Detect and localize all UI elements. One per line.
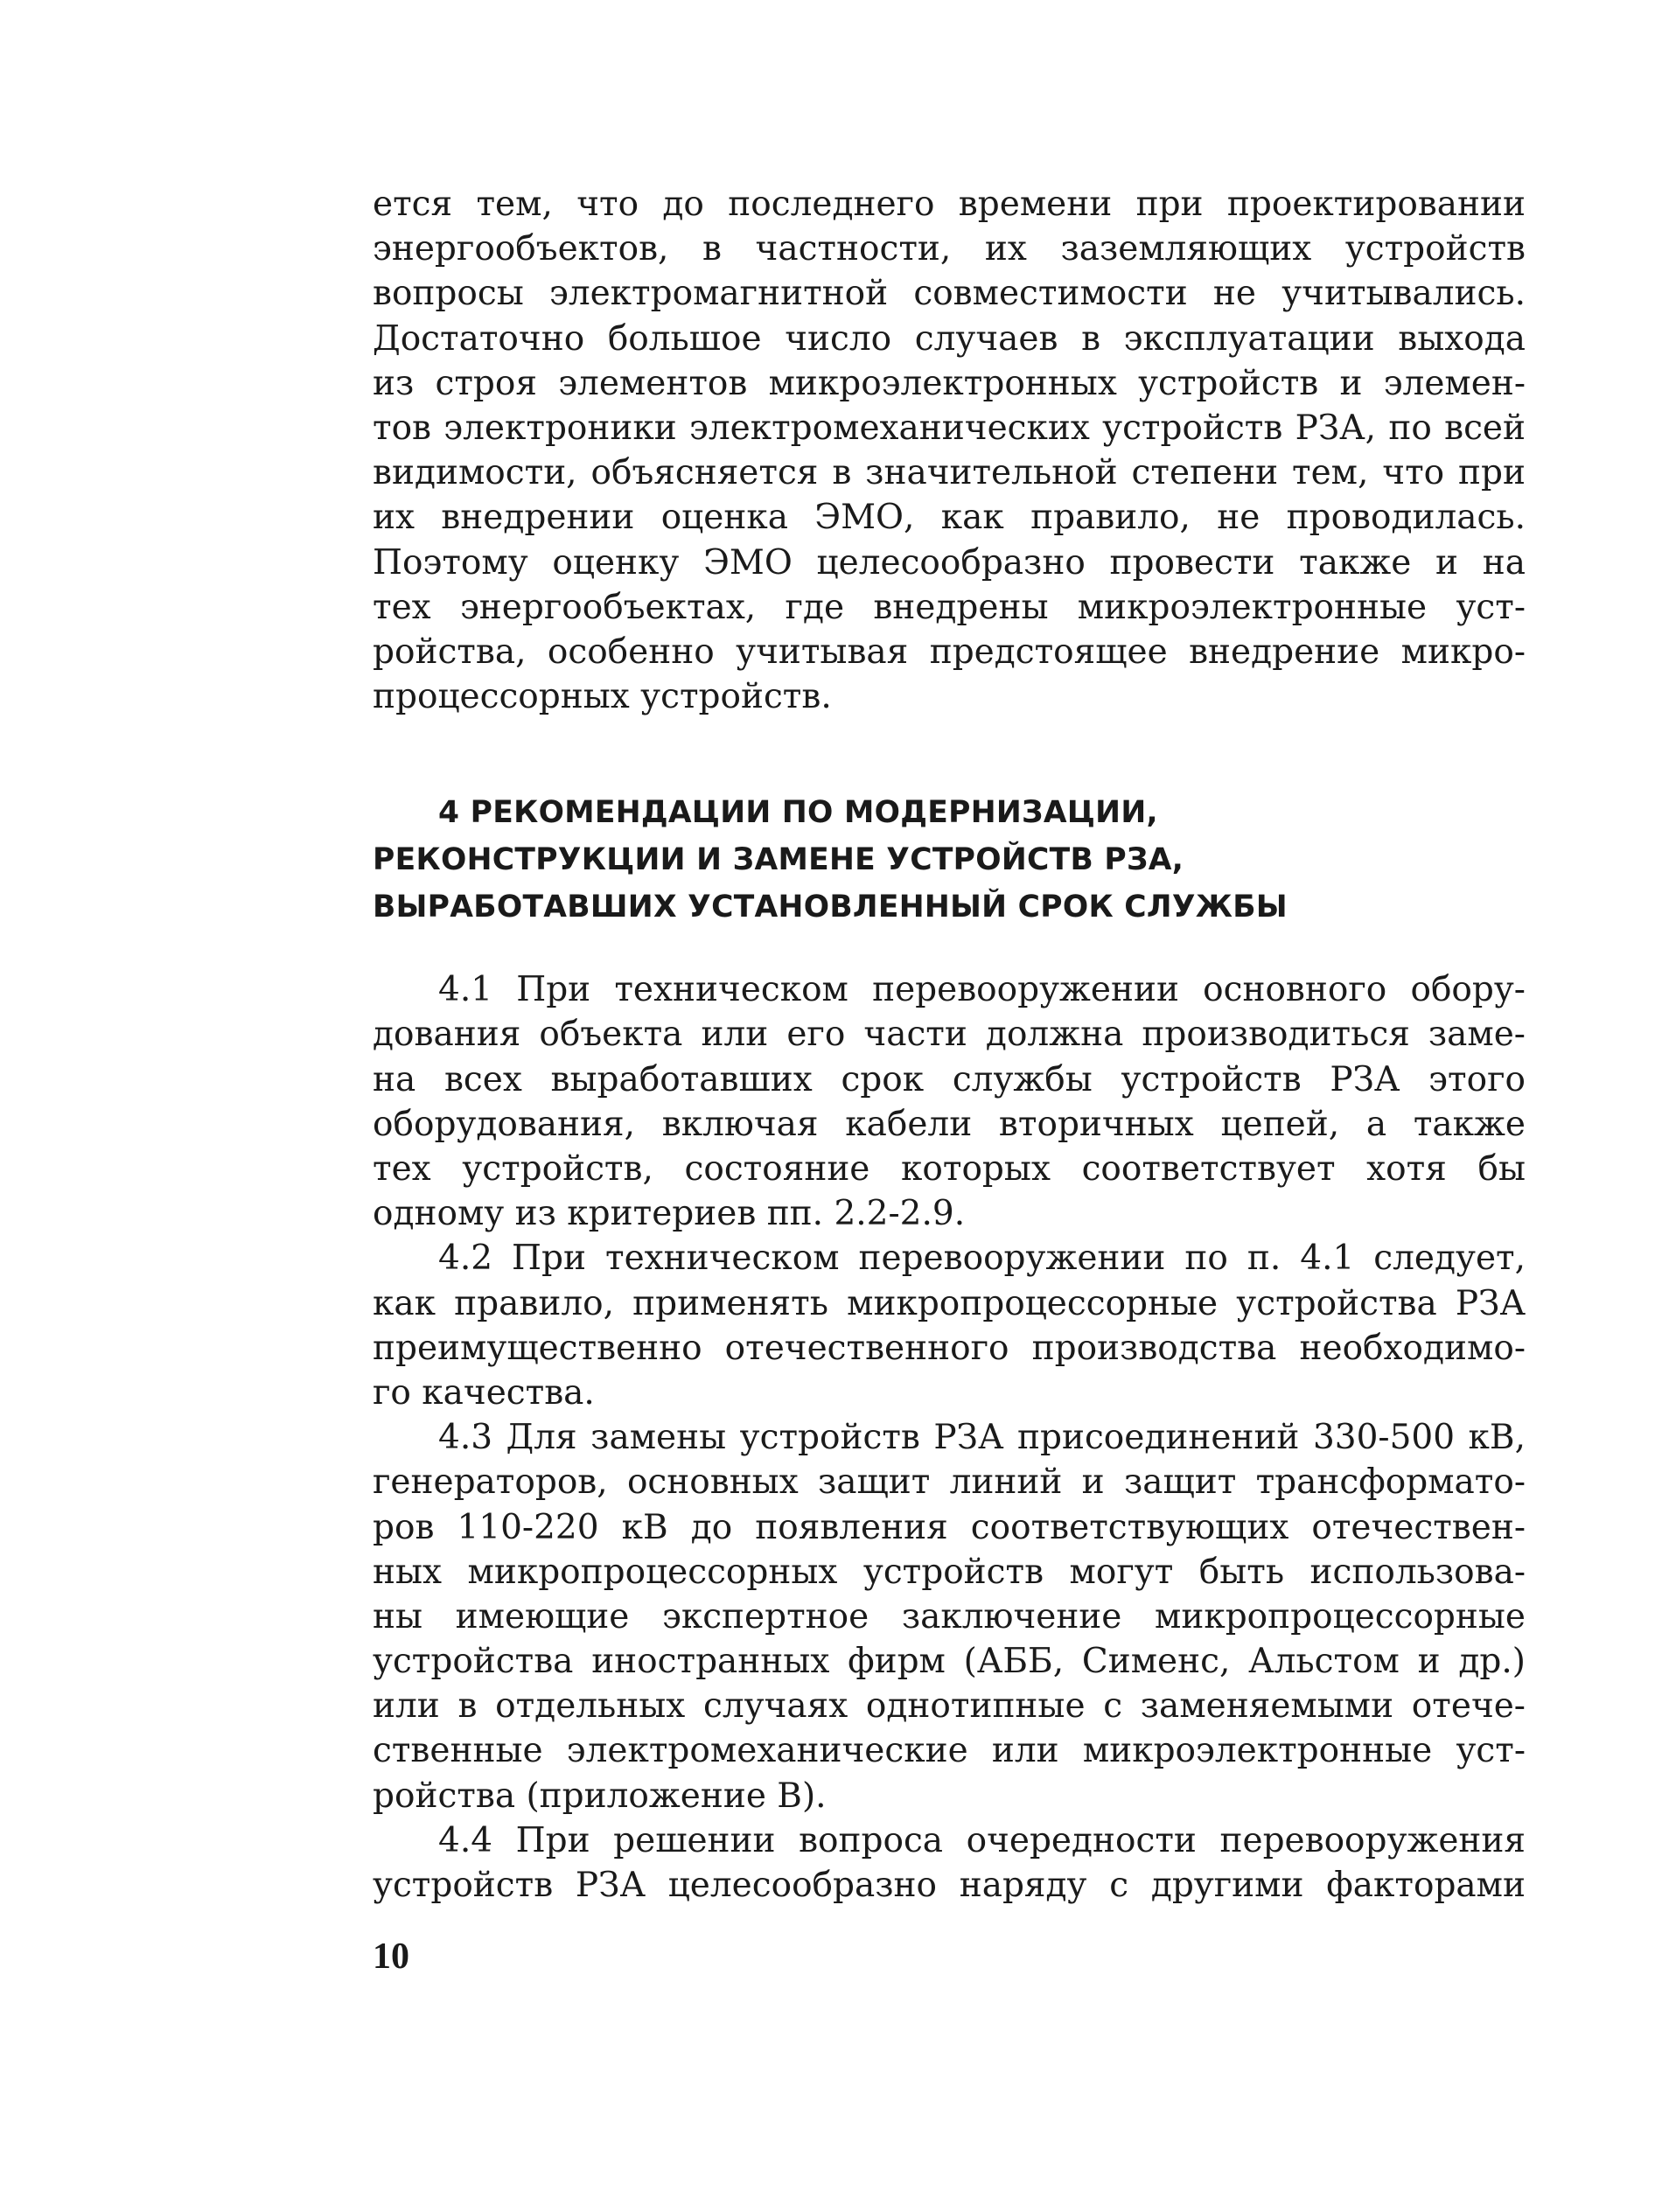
text-line: ройства, особенно учитывая предстоящее внедрение микро- [373, 632, 1526, 672]
text-line: устройств РЗА целесообразно наряду с другими факторами [373, 1866, 1526, 1905]
text-line: ны имеющие экспертное заключение микропроцессорные [373, 1596, 1526, 1636]
page-number: 10 [373, 1936, 409, 1977]
text-line: на всех выработавших срок службы устройств РЗА этого [373, 1059, 1526, 1099]
text-line: их внедрении оценка ЭМО, как правило, не проводилась. [373, 498, 1526, 538]
text-line: одному из критериев пп. 2.2-2.9. [373, 1194, 966, 1234]
text-line: тех устройств, состояние которых соответствует хотя бы [373, 1149, 1526, 1189]
text-line: тов электроники электромеханических устройств РЗА, по всей [373, 408, 1526, 448]
continuation-paragraph [373, 182, 1526, 719]
text-line: 4.1 При техническом перевооружении основного обору- [438, 970, 1526, 1010]
text-line: дования объекта или его части должна производиться заме- [373, 1015, 1526, 1055]
paragraph-4-2 [373, 1236, 1526, 1415]
text-line: ственные электромеханические или микроэлектронные уст- [373, 1731, 1526, 1771]
page-body [373, 182, 1526, 1908]
paragraph-4-3 [373, 1415, 1526, 1818]
heading-line: 4 РЕКОМЕНДАЦИИ ПО МОДЕРНИЗАЦИИ, [438, 795, 1158, 831]
text-line: 4.3 Для замены устройств РЗА присоединений 330-500 кВ, [438, 1418, 1526, 1458]
text-line: ройства (приложение В). [373, 1776, 827, 1816]
text-line: 4.2 При техническом перевооружении по п. 4.1 следует, [438, 1239, 1526, 1279]
text-line: или в отдельных случаях однотипные с заменяемыми отече- [373, 1686, 1526, 1727]
text-line: оборудования, включая кабели вторичных цепей, а также [373, 1104, 1526, 1144]
paragraph-4-1 [373, 967, 1526, 1236]
text-line: тех энергообъектах, где внедрены микроэлектронные уст- [373, 587, 1526, 627]
heading-line: ВЫРАБОТАВШИХ УСТАНОВЛЕННЫЙ СРОК СЛУЖБЫ [373, 890, 1288, 925]
text-line: ется тем, что до последнего времени при проектировании [373, 185, 1526, 224]
text-line: из строя элементов микроэлектронных устройств и элемен- [373, 363, 1526, 403]
text-line: устройства иностранных фирм (АББ, Сименс, Альстом и др.) [373, 1642, 1526, 1682]
section-heading [373, 789, 1526, 931]
paragraph-4-4 [373, 1818, 1526, 1908]
text-line: ных микропроцессорных устройств могут быть использова- [373, 1552, 1526, 1592]
text-line: преимущественно отечественного производства необходимо- [373, 1328, 1526, 1368]
text-line: генераторов, основных защит линий и защит трансформато- [373, 1462, 1526, 1503]
text-line: ров 110-220 кВ до появления соответствующих отечествен- [373, 1507, 1526, 1547]
text-line: энергообъектов, в частности, их заземляющих устройств [373, 229, 1526, 269]
text-line: 4.4 При решении вопроса очередности перевооружения [438, 1820, 1526, 1860]
text-line: Поэтому оценку ЭМО целесообразно провести также и на [373, 542, 1526, 583]
text-line: го качества. [373, 1372, 595, 1413]
text-line: Достаточно большое число случаев в эксплуатации выхода [373, 318, 1526, 359]
text-line: видимости, объясняется в значительной степени тем, что при [373, 453, 1526, 493]
heading-line: РЕКОНСТРУКЦИИ И ЗАМЕНЕ УСТРОЙСТВ РЗА, [373, 842, 1184, 878]
text-line: вопросы электромагнитной совместимости не учитывались. [373, 274, 1526, 314]
text-line: процессорных устройств. [373, 677, 832, 717]
text-line: как правило, применять микропроцессорные устройства РЗА [373, 1283, 1526, 1323]
